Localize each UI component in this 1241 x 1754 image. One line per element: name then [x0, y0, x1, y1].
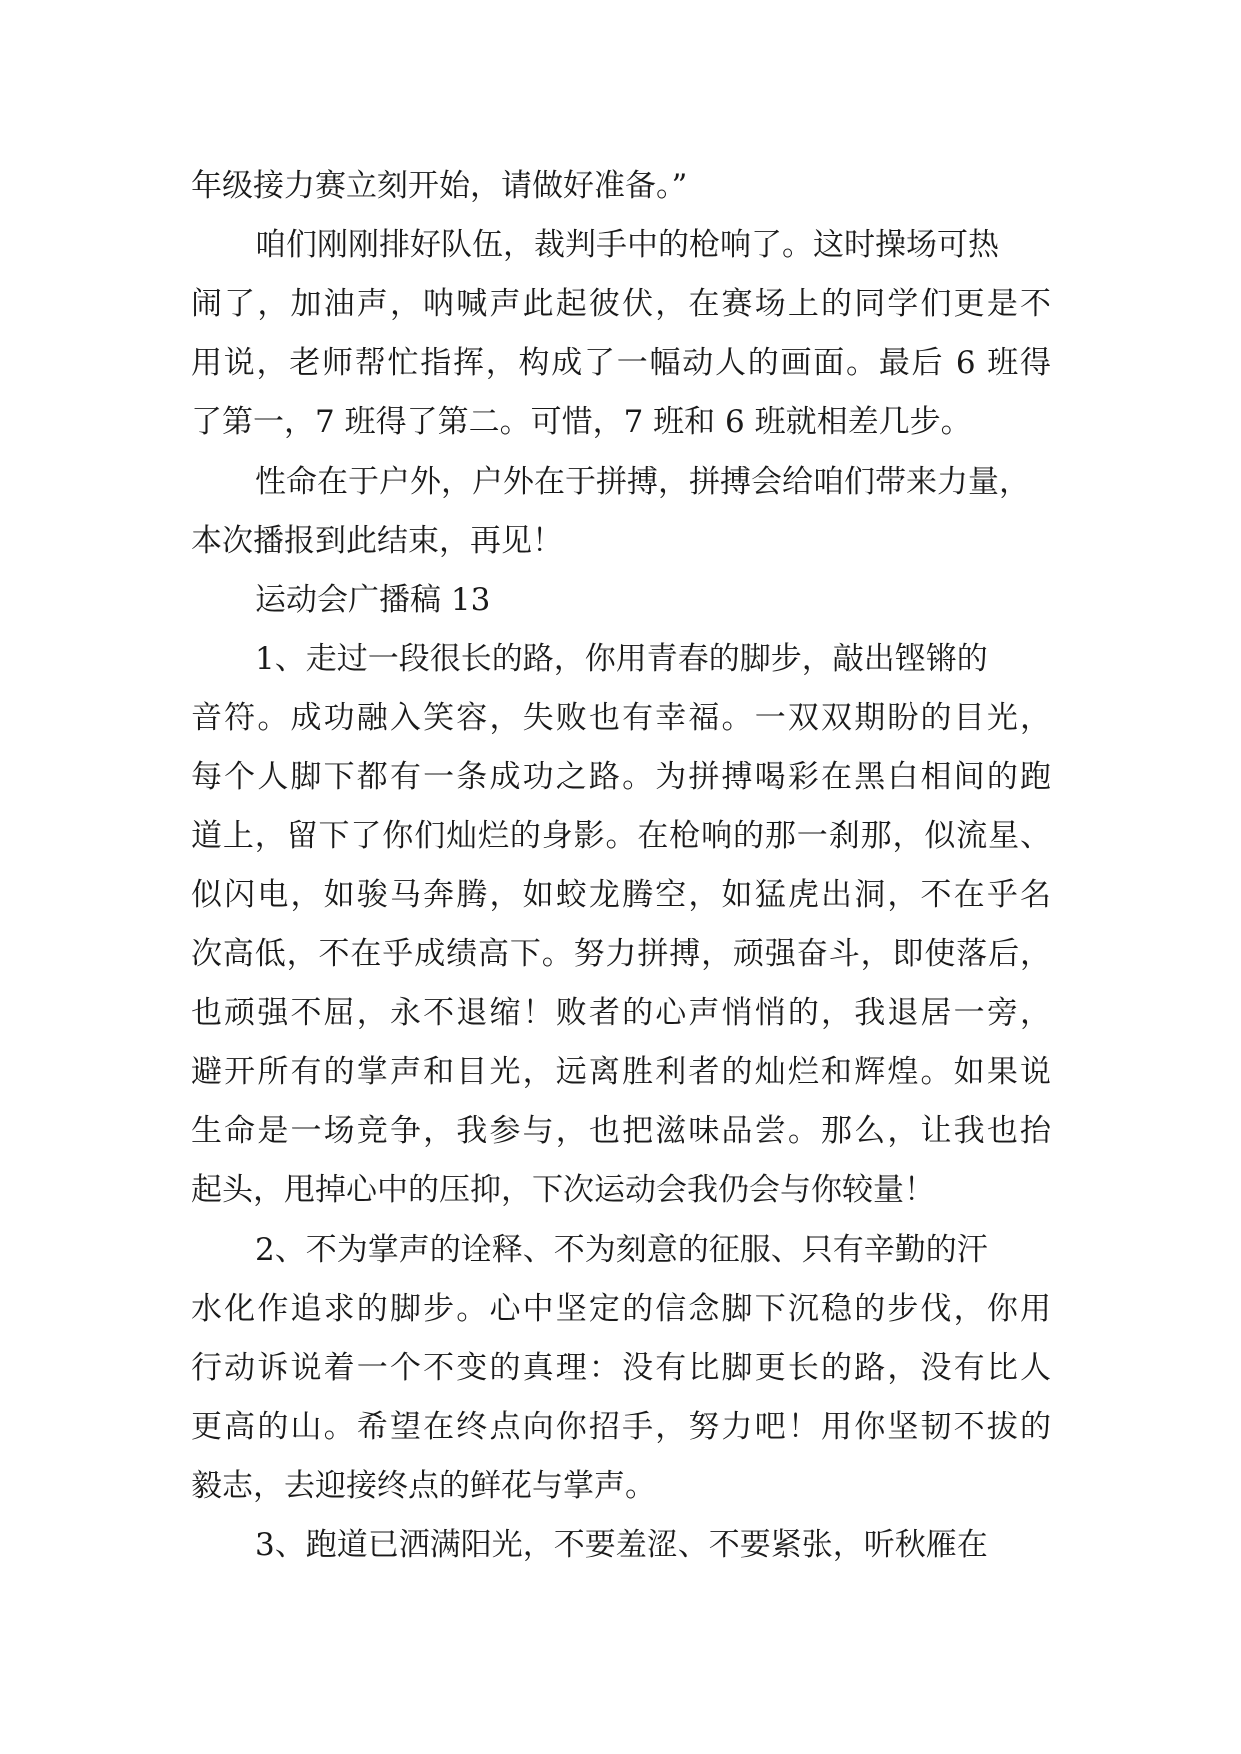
text-line: 次高低，不在乎成绩高下。努力拼搏，顽强奋斗，即使落后，	[191, 936, 1051, 972]
text-line: 毅志，去迎接终点的鲜花与掌声。	[191, 1468, 656, 1504]
text-line: 闹了，加油声，呐喊声此起彼伏，在赛场上的同学们更是不	[191, 286, 1051, 322]
text-line: 也顽强不屈，永不退缩！败者的心声悄悄的，我退居一旁，	[191, 995, 1051, 1031]
text-line: 本次播报到此结束，再见！	[191, 523, 563, 559]
text-line: 每个人脚下都有一条成功之路。为拼搏喝彩在黑白相间的跑	[191, 759, 1051, 795]
text-line: 了第一，7 班得了第二。可惜，7 班和 6 班就相差几步。	[191, 404, 972, 440]
text-line: 道上，留下了你们灿烂的身影。在枪响的那一刹那，似流星、	[191, 818, 1051, 854]
text-line: 避开所有的掌声和目光，远离胜利者的灿烂和辉煌。如果说	[191, 1054, 1051, 1090]
paragraph-first-line: 性命在于户外，户外在于拼搏，拼搏会给咱们带来力量，	[255, 464, 1030, 500]
text-line: 起头，甩掉心中的压抑，下次运动会我仍会与你较量！	[191, 1172, 935, 1208]
paragraph-first-line: 1、走过一段很长的路，你用青春的脚步，敲出铿锵的	[255, 641, 988, 677]
text-line: 行动诉说着一个不变的真理：没有比脚更长的路，没有比人	[191, 1350, 1051, 1386]
text-line: 水化作追求的脚步。心中坚定的信念脚下沉稳的步伐，你用	[191, 1291, 1051, 1327]
text-line: 音符。成功融入笑容，失败也有幸福。一双双期盼的目光，	[191, 700, 1051, 736]
paragraph-first-line: 2、不为掌声的诠释、不为刻意的征服、只有辛勤的汗	[255, 1232, 988, 1268]
text-line: 生命是一场竞争，我参与，也把滋味品尝。那么，让我也抬	[191, 1113, 1051, 1149]
text-line: 更高的山。希望在终点向你招手，努力吧！用你坚韧不拔的	[191, 1409, 1051, 1445]
paragraph-first-line: 咱们刚刚排好队伍，裁判手中的枪响了。这时操场可热	[255, 227, 999, 263]
section-heading: 运动会广播稿 13	[255, 582, 491, 618]
text-line: 年级接力赛立刻开始，请做好准备。”	[191, 168, 688, 204]
text-line: 似闪电，如骏马奔腾，如蛟龙腾空，如猛虎出洞，不在乎名	[191, 877, 1051, 913]
paragraph-first-line: 3、跑道已洒满阳光，不要羞涩、不要紧张，听秋雁在	[255, 1527, 988, 1563]
text-line: 用说，老师帮忙指挥，构成了一幅动人的画面。最后 6 班得	[191, 345, 1051, 381]
